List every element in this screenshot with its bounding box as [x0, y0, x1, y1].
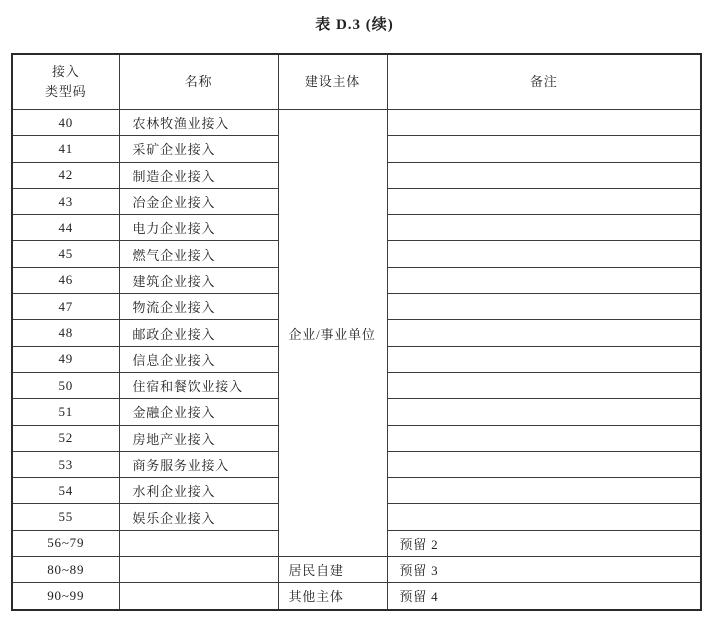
cell-access-type-code: 49: [12, 346, 119, 372]
cell-access-type-code: 40: [12, 110, 119, 136]
header-access-type-code-line1: 接入: [51, 63, 80, 79]
table-body: [12, 110, 701, 610]
cell-access-type-code: 54: [12, 478, 119, 504]
header-row: [12, 54, 701, 110]
access-type-table: [11, 53, 702, 611]
cell-remarks: [387, 399, 701, 425]
cell-name: 建筑企业接入: [119, 267, 278, 293]
cell-remarks: [387, 188, 701, 214]
cell-name: 娱乐企业接入: [119, 504, 278, 530]
cell-access-type-code: 51: [12, 399, 119, 425]
cell-access-type-code: 41: [12, 136, 119, 162]
cell-name: 冶金企业接入: [119, 188, 278, 214]
cell-name: 制造企业接入: [119, 162, 278, 188]
cell-name: 燃气企业接入: [119, 241, 278, 267]
cell-construction-subject: 居民自建: [278, 557, 387, 583]
cell-remarks: [387, 241, 701, 267]
cell-access-type-code: 47: [12, 294, 119, 320]
table-header: [12, 54, 701, 110]
cell-access-type-code: 42: [12, 162, 119, 188]
cell-remarks: [387, 451, 701, 477]
cell-remarks: [387, 136, 701, 162]
cell-access-type-code: 46: [12, 267, 119, 293]
cell-remarks: 预留 3: [387, 557, 701, 583]
cell-remarks: 预留 2: [387, 530, 701, 556]
cell-access-type-code: 50: [12, 372, 119, 398]
cell-name: 住宿和餐饮业接入: [119, 372, 278, 398]
header-construction-subject: 建设主体: [278, 54, 387, 110]
cell-name: 金融企业接入: [119, 399, 278, 425]
header-remarks: 备注: [387, 54, 701, 110]
header-name: 名称: [119, 54, 278, 110]
table-row: [12, 583, 701, 610]
cell-access-type-code: 80~89: [12, 557, 119, 583]
cell-name: [119, 557, 278, 583]
cell-remarks: [387, 162, 701, 188]
cell-name: 采矿企业接入: [119, 136, 278, 162]
cell-remarks: [387, 267, 701, 293]
cell-name: 信息企业接入: [119, 346, 278, 372]
cell-name: 商务服务业接入: [119, 451, 278, 477]
cell-construction-subject-merged: 企业/事业单位: [278, 110, 387, 557]
cell-name: 水利企业接入: [119, 478, 278, 504]
cell-access-type-code: 56~79: [12, 530, 119, 556]
cell-name: 邮政企业接入: [119, 320, 278, 346]
cell-remarks: [387, 110, 701, 136]
table-row: [12, 557, 701, 583]
cell-remarks: [387, 372, 701, 398]
cell-construction-subject: 其他主体: [278, 583, 387, 610]
table-row: [12, 110, 701, 136]
cell-name: [119, 530, 278, 556]
cell-access-type-code: 53: [12, 451, 119, 477]
cell-remarks: [387, 215, 701, 241]
cell-access-type-code: 52: [12, 425, 119, 451]
table-title: 表 D.3 (续): [315, 17, 394, 33]
cell-access-type-code: 45: [12, 241, 119, 267]
cell-remarks: [387, 504, 701, 530]
cell-name: 房地产业接入: [119, 425, 278, 451]
cell-remarks: [387, 346, 701, 372]
cell-access-type-code: 90~99: [12, 583, 119, 610]
cell-remarks: [387, 294, 701, 320]
cell-name: [119, 583, 278, 610]
cell-remarks: [387, 320, 701, 346]
header-access-type-code: [12, 54, 119, 110]
cell-access-type-code: 55: [12, 504, 119, 530]
cell-name: 农林牧渔业接入: [119, 110, 278, 136]
cell-access-type-code: 44: [12, 215, 119, 241]
cell-name: 物流企业接入: [119, 294, 278, 320]
cell-remarks: [387, 425, 701, 451]
cell-remarks: 预留 4: [387, 583, 701, 610]
header-access-type-code-line2: 类型码: [45, 84, 87, 99]
cell-access-type-code: 43: [12, 188, 119, 214]
cell-remarks: [387, 478, 701, 504]
cell-name: 电力企业接入: [119, 215, 278, 241]
cell-access-type-code: 48: [12, 320, 119, 346]
